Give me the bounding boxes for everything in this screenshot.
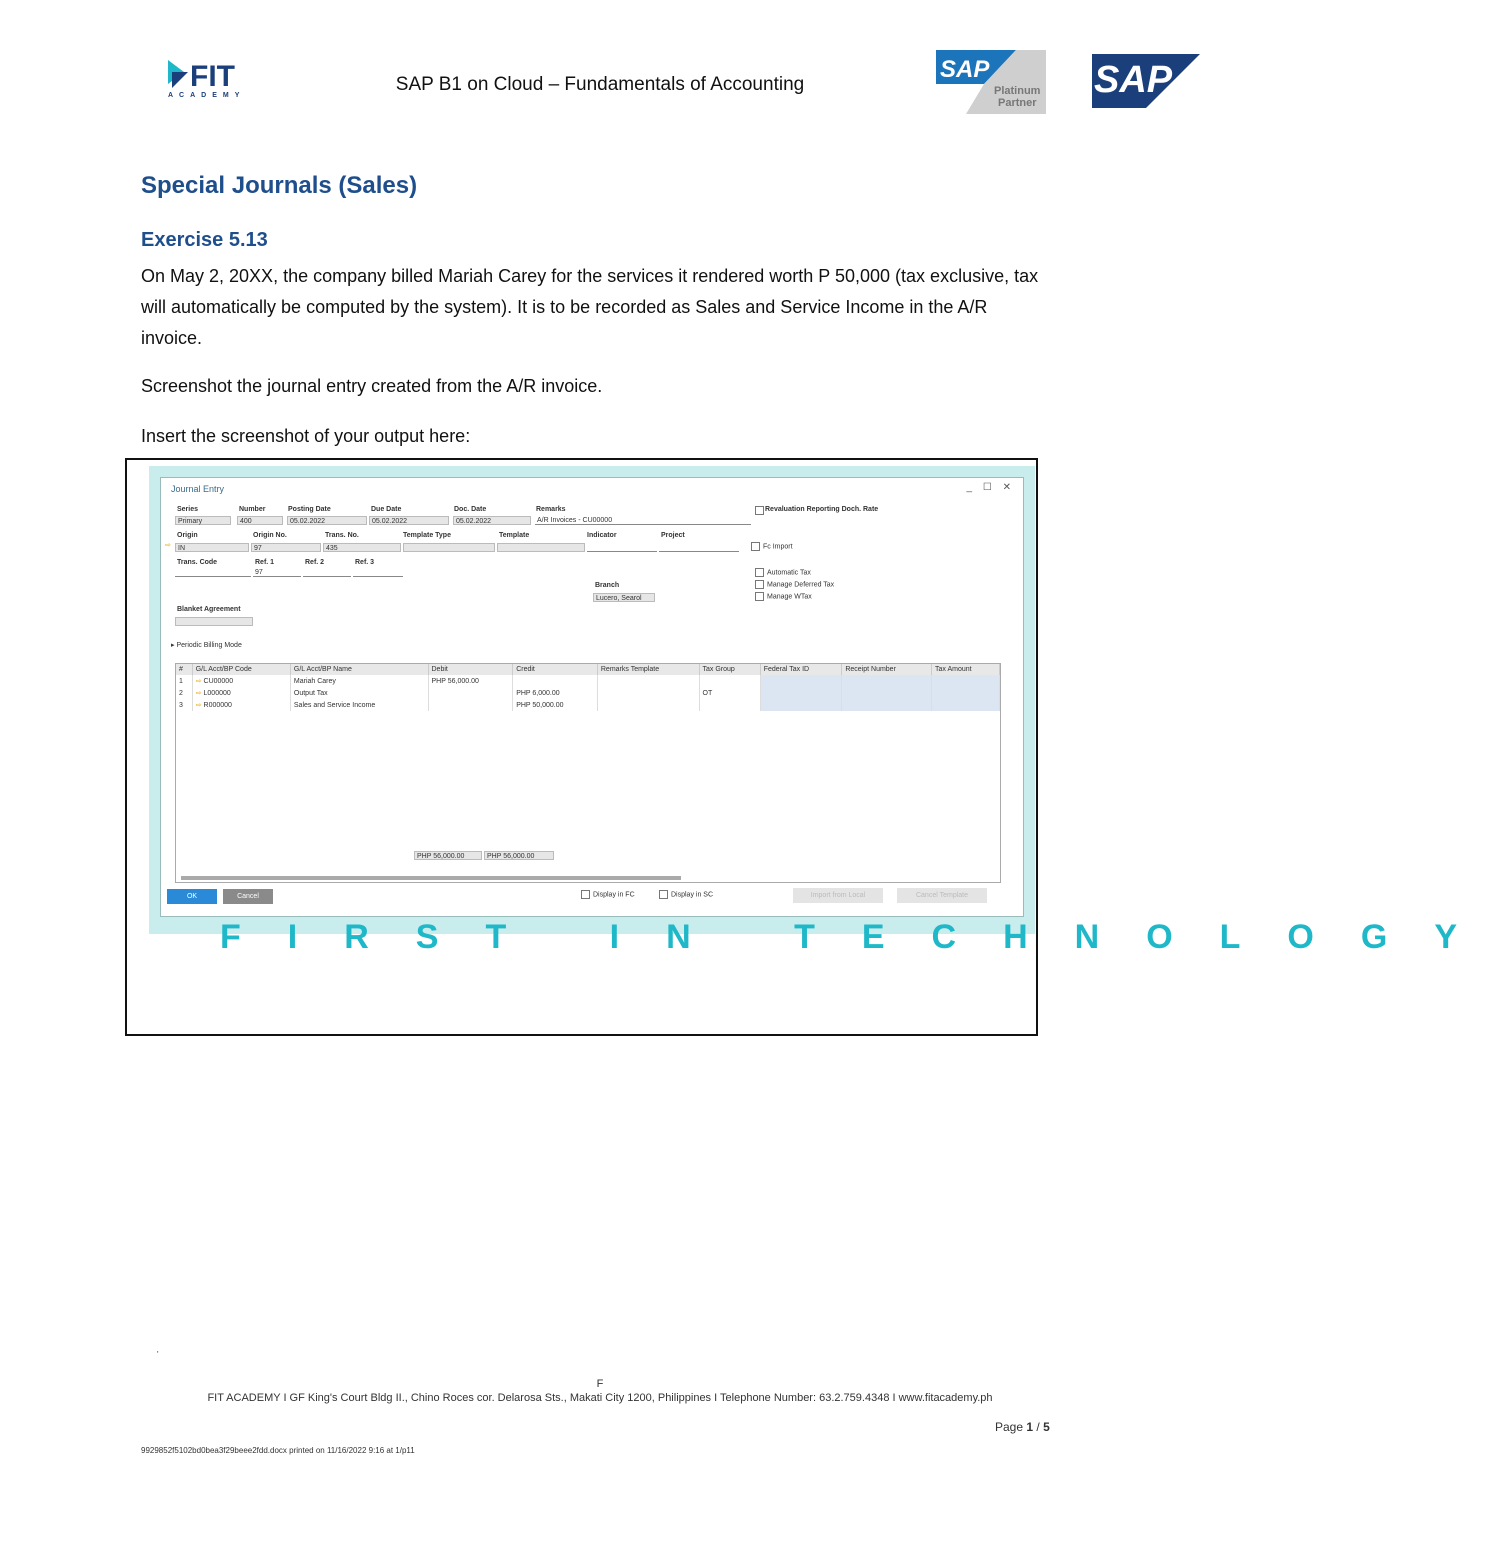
grid-header-cell[interactable]: # — [176, 664, 192, 675]
display-in-fc-checkbox[interactable] — [581, 890, 590, 899]
desktop-background-text: FIRST IN TECHNOLOGY — [220, 918, 1504, 956]
sap-logo — [1092, 54, 1200, 108]
grid-header-cell[interactable]: Federal Tax ID — [760, 664, 842, 675]
footer-tick: ' — [157, 1350, 159, 1359]
table-cell[interactable] — [932, 699, 1000, 711]
remarks-label: Remarks — [536, 506, 566, 513]
due-date-label: Due Date — [371, 506, 402, 513]
page-label: Page — [995, 1420, 1024, 1434]
cancel-button[interactable]: Cancel — [223, 889, 273, 904]
account-code: R000000 — [203, 702, 232, 709]
blanket-agreement-label: Blanket Agreement — [177, 606, 241, 613]
doc-date-label: Doc. Date — [454, 506, 487, 513]
exercise-heading: Exercise 5.13 — [141, 229, 268, 251]
ref2-label: Ref. 2 — [305, 559, 325, 566]
periodic-billing-label: Periodic Billing Mode — [176, 642, 242, 649]
trans-no-label: Trans. No. — [325, 532, 359, 539]
due-date-field[interactable]: 05.02.2022 — [369, 516, 449, 525]
link-arrow-icon[interactable]: ⇨ — [195, 702, 204, 709]
display-in-sc-label: Display in SC — [671, 891, 714, 899]
automatic-tax-option[interactable] — [755, 568, 811, 577]
table-cell[interactable]: OT — [699, 687, 760, 699]
grid-header-cell[interactable]: Receipt Number — [842, 664, 932, 675]
table-cell[interactable]: Output Tax — [290, 687, 428, 699]
journal-lines-grid — [175, 663, 1001, 883]
window-title: Journal Entry — [171, 484, 225, 494]
automatic-tax-label: Automatic Tax — [767, 569, 811, 577]
manage-deferred-tax-label: Manage Deferred Tax — [767, 581, 835, 589]
display-in-fc-label: Display in FC — [593, 891, 635, 899]
ref1-field[interactable]: 97 — [253, 568, 301, 577]
grid-header-cell[interactable]: Debit — [428, 664, 513, 675]
trans-code-field[interactable] — [175, 568, 251, 577]
link-arrow-icon[interactable]: ⇨ — [195, 690, 204, 697]
table-row[interactable] — [176, 699, 1000, 711]
print-info: 9929852f5102bd0bea3f29beee2fdd.docx printed on 11/16/2022 9:16 at 1/p11 — [141, 1446, 415, 1455]
table-cell[interactable] — [932, 675, 1000, 687]
blanket-agreement-field[interactable] — [175, 617, 253, 626]
table-row[interactable] — [176, 675, 1000, 687]
grid-header-cell[interactable]: Tax Amount — [932, 664, 1000, 675]
revaluation-checkbox[interactable] — [755, 506, 764, 515]
origin-link-arrow-icon[interactable]: ⇨ — [165, 542, 171, 549]
posting-date-label: Posting Date — [288, 506, 331, 513]
branch-field[interactable]: Lucero, Searol — [593, 593, 655, 602]
manage-deferred-tax-option[interactable] — [755, 580, 834, 589]
manage-deferred-tax-checkbox[interactable] — [755, 580, 764, 589]
periodic-billing-toggle[interactable]: ▸ Periodic Billing Mode — [171, 642, 242, 649]
revaluation-label: Revaluation Reporting Doch. Rate — [765, 506, 879, 513]
table-cell[interactable] — [842, 675, 932, 687]
origin-no-label: Origin No. — [253, 532, 287, 539]
table-cell[interactable]: PHP 6,000.00 — [513, 687, 598, 699]
indicator-field[interactable] — [587, 543, 657, 552]
link-arrow-icon[interactable]: ⇨ — [195, 678, 204, 685]
table-cell[interactable] — [760, 675, 842, 687]
table-cell[interactable] — [428, 687, 513, 699]
footer-marker: F — [596, 1378, 604, 1390]
import-from-local-button[interactable]: Import from Local — [793, 888, 883, 903]
partner-line1: Platinum — [994, 85, 1041, 97]
trans-no-field[interactable]: 435 — [323, 543, 401, 552]
grid-header-cell[interactable]: G/L Acct/BP Code — [192, 664, 290, 675]
display-in-sc-option[interactable] — [659, 890, 713, 899]
table-cell[interactable] — [192, 675, 290, 687]
table-cell[interactable]: 2 — [176, 687, 192, 699]
fit-logo-text: FIT — [190, 60, 235, 93]
footer-address: FIT ACADEMY I GF King's Court Bldg II., Chino Roces cor. Delarosa Sts., Makati City 1200, Philippines I Telephone Number: 63.2.759.4348 I www.fitacademy.ph — [207, 1392, 993, 1404]
table-cell[interactable] — [192, 699, 290, 711]
page-number — [995, 1420, 1050, 1434]
template-type-label: Template Type — [403, 532, 451, 539]
journal-entry-window — [160, 477, 1024, 917]
grid-header-cell[interactable]: Tax Group — [699, 664, 760, 675]
origin-no-field[interactable]: 97 — [251, 543, 321, 552]
table-cell[interactable] — [699, 699, 760, 711]
grid-header-cell[interactable]: G/L Acct/BP Name — [290, 664, 428, 675]
table-cell[interactable]: 1 — [176, 675, 192, 687]
table-cell[interactable] — [597, 687, 699, 699]
total-credit: PHP 56,000.00 — [484, 851, 554, 860]
table-cell[interactable] — [428, 699, 513, 711]
table-cell[interactable]: Sales and Service Income — [290, 699, 428, 711]
page-separator: / — [1036, 1420, 1040, 1434]
grid-header-cell[interactable]: Remarks Template — [597, 664, 699, 675]
series-label: Series — [177, 506, 199, 513]
automatic-tax-checkbox[interactable] — [755, 568, 764, 577]
origin-field[interactable]: IN — [175, 543, 249, 552]
manage-wtax-checkbox[interactable] — [755, 592, 764, 601]
document-header-title: SAP B1 on Cloud – Fundamentals of Accounting — [395, 74, 805, 95]
partner-line2: Partner — [998, 97, 1037, 109]
insert-instruction: Insert the screenshot of your output here: — [141, 426, 471, 446]
project-field[interactable] — [659, 543, 739, 552]
manage-wtax-label: Manage WTax — [767, 593, 812, 601]
page-total: 5 — [1043, 1420, 1050, 1434]
svg-text:SAP: SAP — [940, 56, 990, 83]
section-title: Special Journals (Sales) — [141, 172, 418, 199]
ok-button[interactable]: OK — [167, 889, 217, 904]
table-cell[interactable] — [699, 675, 760, 687]
table-cell[interactable]: 3 — [176, 699, 192, 711]
origin-label: Origin — [177, 532, 198, 539]
table-cell[interactable]: PHP 56,000.00 — [428, 675, 513, 687]
number-field[interactable]: 400 — [237, 516, 283, 525]
cancel-template-button[interactable]: Cancel Template — [897, 888, 987, 903]
fc-import-option[interactable] — [751, 542, 793, 551]
remarks-field[interactable]: A/R Invoices - CU00000 — [535, 516, 751, 525]
screenshot-instruction: Screenshot the journal entry created from the A/R invoice. — [141, 376, 603, 396]
template-type-field[interactable] — [403, 543, 495, 552]
ref1-label: Ref. 1 — [255, 559, 275, 566]
table-cell[interactable]: Mariah Carey — [290, 675, 428, 687]
manage-wtax-option[interactable] — [755, 592, 812, 601]
branch-label: Branch — [595, 582, 620, 589]
fit-logo-subtitle: ACADEMY — [168, 92, 246, 99]
fc-import-label: Fc Import — [763, 543, 793, 551]
table-row[interactable] — [176, 687, 1000, 699]
sap-platinum-partner-logo — [936, 50, 1046, 114]
project-label: Project — [661, 532, 685, 539]
table-cell[interactable] — [760, 687, 842, 699]
window-controls[interactable]: _ ☐ ✕ — [966, 482, 1015, 493]
sap-logo-text: SAP — [1094, 59, 1173, 101]
grid-horizontal-scrollbar[interactable] — [181, 876, 681, 880]
table-cell[interactable] — [513, 675, 598, 687]
indicator-label: Indicator — [587, 532, 617, 539]
table-cell[interactable] — [842, 699, 932, 711]
page-current: 1 — [1026, 1420, 1034, 1434]
posting-date-field[interactable]: 05.02.2022 — [287, 516, 367, 525]
number-label: Number — [239, 506, 266, 513]
table-cell[interactable] — [597, 699, 699, 711]
grid-header-cell[interactable]: Credit — [513, 664, 598, 675]
table-cell[interactable] — [842, 687, 932, 699]
ref2-field[interactable] — [303, 568, 351, 577]
series-field[interactable]: Primary — [175, 516, 231, 525]
template-label: Template — [499, 532, 530, 539]
trans-code-label: Trans. Code — [177, 559, 218, 566]
template-field[interactable] — [497, 543, 585, 552]
ref3-field[interactable] — [353, 568, 403, 577]
display-in-fc-option[interactable] — [581, 890, 635, 899]
display-in-sc-checkbox[interactable] — [659, 890, 668, 899]
table-cell[interactable] — [192, 687, 290, 699]
table-cell[interactable] — [597, 675, 699, 687]
account-code: CU00000 — [203, 678, 234, 685]
exercise-description: On May 2, 20XX, the company billed Mariah Carey for the services it rendered worth P 50,000 (tax exclusive, tax will automatically be computed by the system). It is to be recorded as Sales and Service Income in the A/R invoice. — [141, 266, 1039, 348]
fc-import-checkbox[interactable] — [751, 542, 760, 551]
table-cell[interactable] — [932, 687, 1000, 699]
doc-date-field[interactable]: 05.02.2022 — [453, 516, 531, 525]
table-cell[interactable]: PHP 50,000.00 — [513, 699, 598, 711]
ref3-label: Ref. 3 — [355, 559, 375, 566]
total-debit: PHP 56,000.00 — [414, 851, 482, 860]
table-cell[interactable] — [760, 699, 842, 711]
account-code: L000000 — [203, 690, 231, 697]
